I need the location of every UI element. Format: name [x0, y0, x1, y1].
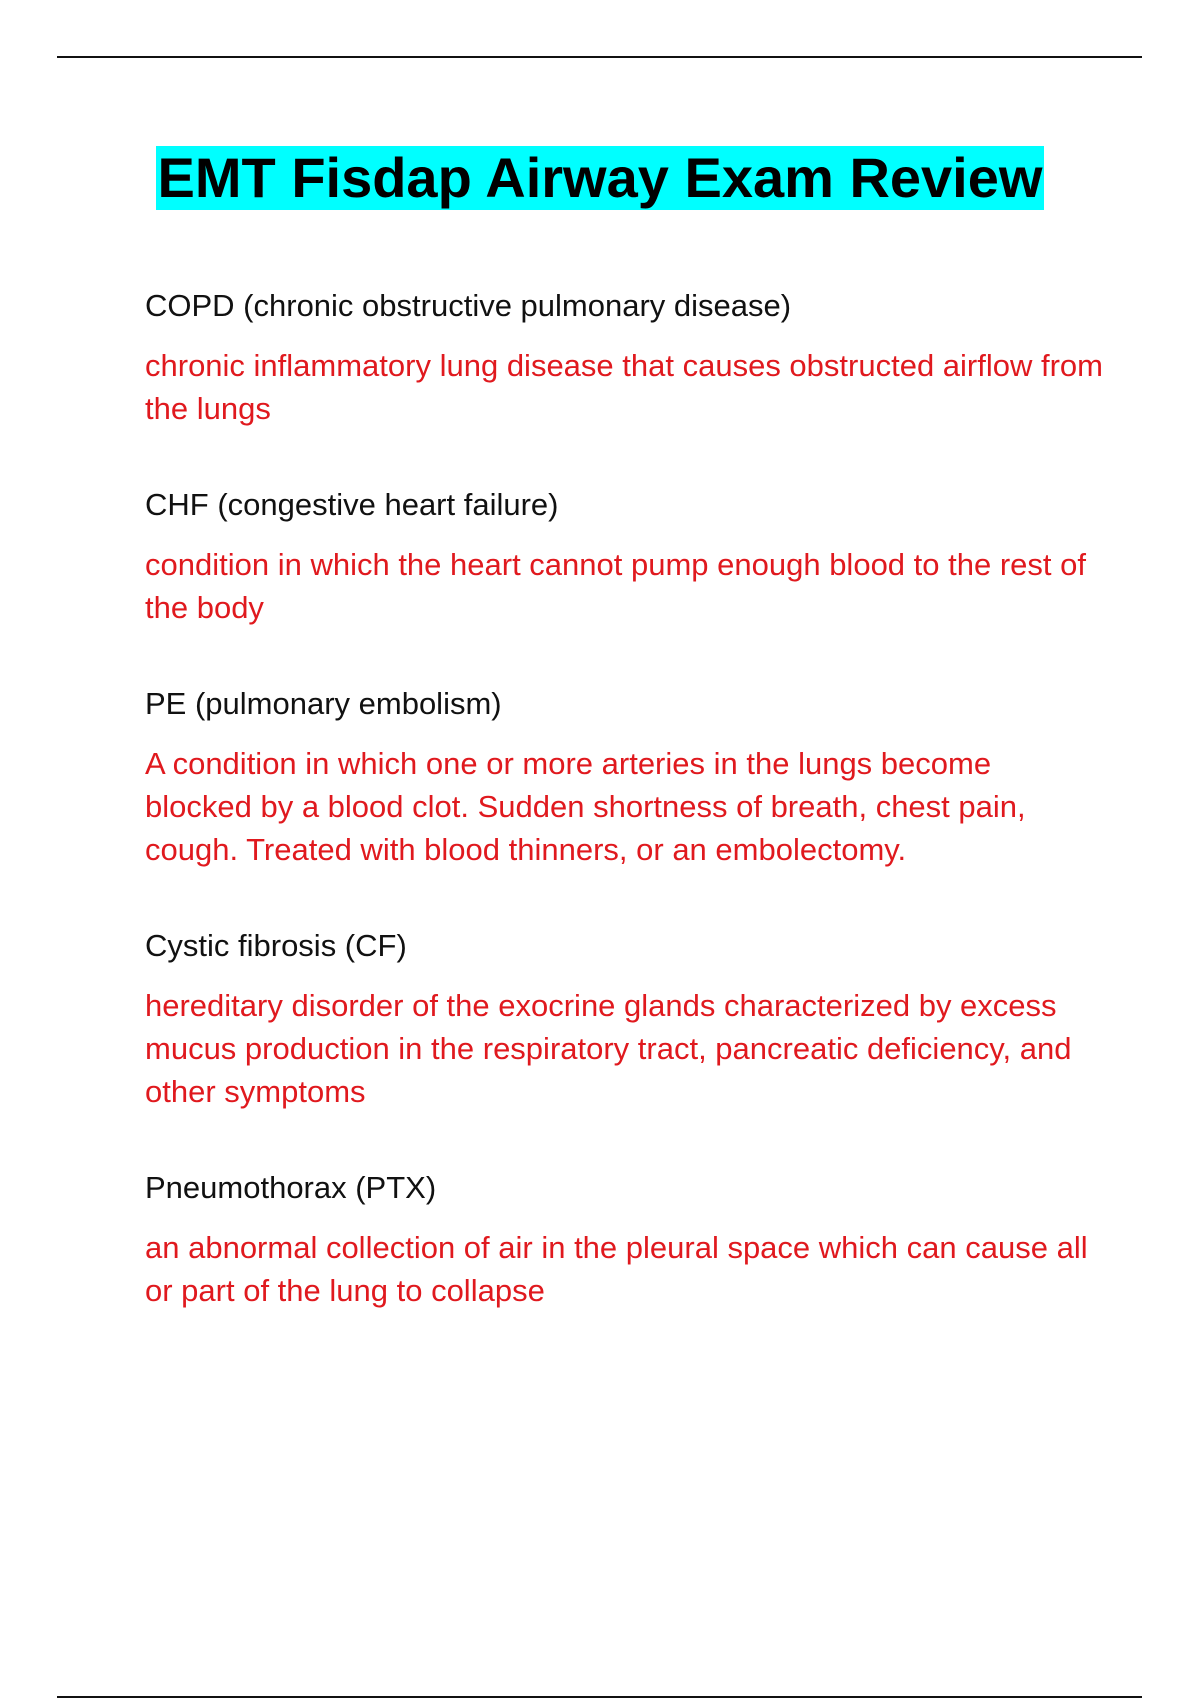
entry-definition: chronic inflammatory lung disease that causes obstructed airflow from the lungs — [145, 348, 1103, 426]
entry-term: Cystic fibrosis (CF) — [145, 928, 407, 963]
entry-term: COPD (chronic obstructive pulmonary disease) — [145, 288, 792, 323]
title-container — [0, 146, 1200, 210]
entry-copd — [145, 288, 1105, 430]
entry-term: PE (pulmonary embolism) — [145, 686, 502, 721]
entry-list — [145, 288, 1105, 1369]
bottom-divider — [57, 1696, 1142, 1698]
entry-definition: condition in which the heart cannot pump enough blood to the rest of the body — [145, 547, 1086, 625]
page-title: EMT Fisdap Airway Exam Review — [157, 146, 1043, 209]
entry-definition: hereditary disorder of the exocrine glands characterized by excess mucus production in the respiratory tract, pancreatic deficiency, and other symptoms — [145, 988, 1072, 1109]
entry-definition: an abnormal collection of air in the pleural space which can cause all or part of the lung to collapse — [145, 1230, 1088, 1308]
entry-definition: A condition in which one or more arteries in the lungs become blocked by a blood clot. Sudden shortness of breath, chest pain, cough. Treated with blood thinners, or an embolectomy. — [145, 746, 1026, 867]
entry-pe — [145, 686, 1105, 871]
top-divider — [57, 56, 1142, 58]
entry-chf — [145, 487, 1105, 629]
entry-term: Pneumothorax (PTX) — [145, 1170, 437, 1205]
entry-ptx — [145, 1170, 1105, 1312]
entry-term: CHF (congestive heart failure) — [145, 487, 559, 522]
entry-cf — [145, 928, 1105, 1113]
